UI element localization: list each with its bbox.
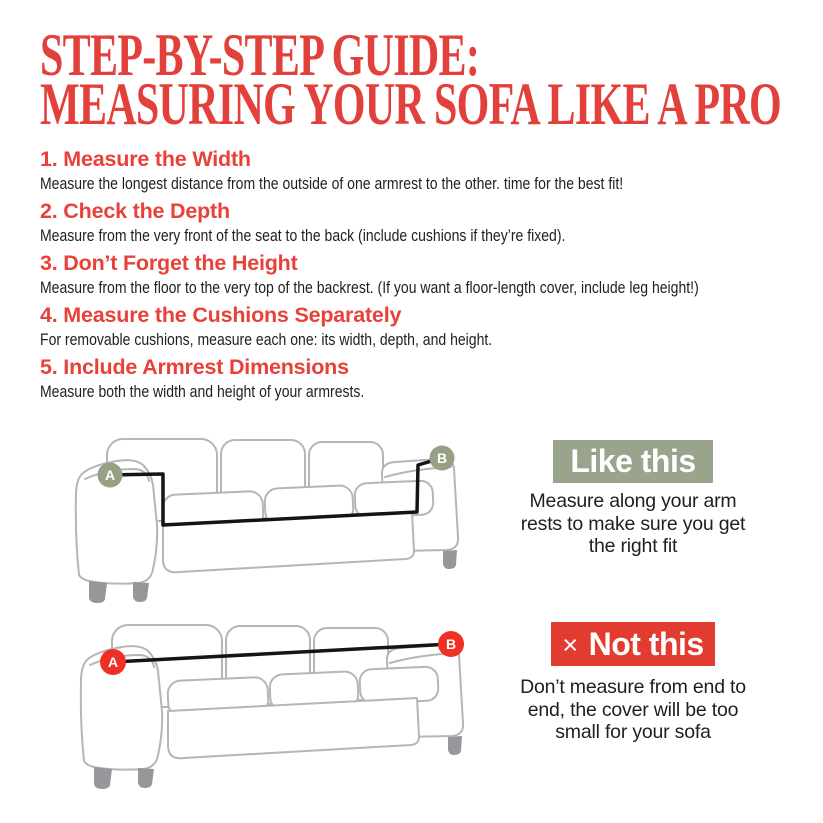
not-this-badge: [551, 622, 715, 666]
page-title-line-1: STEP-BY-STEP GUIDE:: [40, 22, 480, 88]
step-5-heading: 5. Include Armrest Dimensions: [40, 355, 349, 379]
marker-b-correct: [430, 446, 455, 471]
step-3: [40, 250, 810, 299]
step-1: [40, 146, 810, 195]
marker-a-correct: [98, 463, 123, 488]
marker-a-correct-label: A: [104, 467, 116, 483]
step-1-body: Measure the longest distance from the outside of one armrest to the other. time for the best fit!: [40, 175, 624, 193]
x-icon: ×: [562, 629, 578, 660]
like-this-description: Measure along your arm rests to make sure you get the right fit: [520, 490, 746, 557]
step-4-heading: 4. Measure the Cushions Separately: [40, 303, 402, 327]
step-2-heading: 2. Check the Depth: [40, 199, 230, 223]
like-this-badge-label: Like this: [570, 443, 696, 479]
step-2: [40, 198, 810, 247]
step-5: [40, 354, 810, 403]
step-2-body: Measure from the very front of the seat to the back (include cushions if they’re fixed).: [40, 227, 566, 245]
step-4-body: For removable cushions, measure each one: its width, depth, and height.: [40, 331, 493, 349]
step-4: [40, 302, 810, 351]
step-3-heading: 3. Don’t Forget the Height: [40, 251, 298, 275]
marker-b-incorrect-label: B: [445, 636, 457, 652]
marker-b-incorrect: [438, 631, 464, 657]
step-1-heading: 1. Measure the Width: [40, 147, 251, 171]
not-this-badge-label: Not this: [588, 625, 704, 662]
step-3-body: Measure from the floor to the very top of the backrest. (If you want a floor-length cover, include leg height!): [40, 279, 699, 297]
page-title: [40, 22, 823, 137]
sofa-illustrations: [40, 428, 485, 813]
step-5-body: Measure both the width and height of your armrests.: [40, 383, 365, 401]
marker-a-incorrect: [100, 649, 126, 675]
not-this-description: Don’t measure from end to end, the cover will be too small for your sofa: [520, 676, 746, 743]
steps-list: [40, 146, 810, 406]
sofa-incorrect: [81, 625, 463, 789]
marker-b-correct-label: B: [436, 450, 448, 466]
like-this-badge: [553, 440, 713, 483]
page-title-line-2: MEASURING YOUR SOFA LIKE A PRO: [40, 71, 781, 137]
marker-a-incorrect-label: A: [107, 654, 119, 670]
